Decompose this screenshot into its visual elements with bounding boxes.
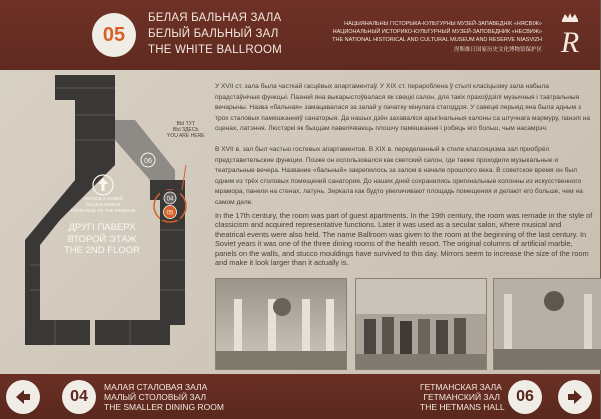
svg-text:R: R (560, 26, 580, 59)
you-are-here-label: ВЫ ТУТ ВЫ ЗДЕСЬ YOU ARE HERE (167, 121, 205, 139)
prev-room-label[interactable] (104, 382, 224, 412)
museum-name-en: THE NATIONAL HISTORICAL AND CULTURAL MUSEUM AND RESERVE NIASVIZH (332, 37, 542, 43)
plan-route-corridor (115, 120, 175, 180)
next-room-badge[interactable] (508, 380, 542, 414)
crown-logo-icon (548, 10, 592, 60)
floor-label-ru: ВТОРОЙ ЭТАЖ (67, 233, 137, 245)
next-room-en: THE HETMANS HALL (420, 402, 505, 412)
arrow-left-icon[interactable] (6, 380, 40, 414)
description-ru: В XVII в. зал был частью гостевых апартаментов. В XIX в. переделанный в стиле классицизма зал приобрёл представительские функции. Позже он использовался как светский салон, где также проходили музыкальные и театральные вечера. Название «бальный» закрепилось за залом в начале прошлого века. В советское время он был одним из трёх столовых помещений санатория. До наших дней сохранились оригинальные колонны из искусственного мрамора, панели на стенах, латунь. Зеркала как будто увеличивают площадь помещения и делают его больше, чем на самом деле. (215, 146, 583, 206)
museum-name-cn: 涅斯维日国家历史文化博物馆保护区 (453, 47, 542, 53)
floor-label-en: THE 2ND FLOOR (63, 245, 140, 256)
prev-room-ru: МАЛЫЙ СТОЛОВЫЙ ЗАЛ (104, 392, 207, 402)
prev-room-be: МАЛАЯ СТАЛОВАЯ ЗАЛА (104, 382, 208, 392)
header-bar (0, 0, 600, 70)
archive-photo-2 (355, 278, 487, 370)
next-room-number: 06 (516, 388, 534, 405)
title-ru: БЕЛЫЙ БАЛЬНЫЙ ЗАЛ (148, 28, 279, 40)
svg-text:05: 05 (166, 210, 174, 217)
description-en: In the 17th century, the room was part of guest apartments. In the 19th century, the room was remade in the style of classicism and acquired representative functions. Later it was used as a secular salon, where musical and theatrical events were also held. The name Ballroom was given to the room at the beginning of the last century. In Soviet years it was one of the three dining rooms of the health resort. The original columns of artificial marble, panels on the walls, and stucco mouldings have survived to this day. Mirrors seem to increase the size of the room and make it look larger than it actually is. (215, 211, 593, 268)
description-be: У XVII ст. зала была часткай гасцёвых апартаментаў. У XIX ст. перароблена ў стылі класіцызму зала набыла прадстаўнічыя функцыі. Пазней яна выкарыстоўвалася як свецкі салон, для такіх прахоўдзілі музычныя і тэатральныя вечарыны. Назва «бальная» замацавалася за залай у пачатку мінулага стагоддзя. У савецкі перыяд яна была адным з трох сталовых памяшканняў санаторыя. Да нашых дзён захаваліся арыгінальныя калоны са штучнага мармуру, панэлі на сценах, латэння. Люстэркі як быццам павелічваюць плошчу памяшкання і робяць яго больш, чым насамрэч. (215, 83, 591, 133)
museum-name-ru: НАЦИОНАЛЬНЫЙ ИСТОРИКО-КУЛЬТУРНЫЙ МУЗЕЙ-ЗАПОВЕДНИК «НЕСВИЖ» (332, 29, 542, 35)
entrance-label: УВАХОД У МУЗЕЙ ВХОД В МУЗЕЙ ENTRANCE TO THE MUSEUM (70, 196, 136, 213)
svg-text:06: 06 (144, 158, 152, 165)
prev-room-badge[interactable] (62, 380, 96, 414)
prev-room-en: THE SMALLER DINING ROOM (104, 402, 224, 412)
floor-label (52, 222, 152, 257)
next-room-be: ГЕТМАНСКАЯ ЗАЛА (420, 382, 502, 392)
svg-text:04: 04 (166, 196, 174, 203)
arrow-right-icon[interactable] (558, 380, 592, 414)
title-en: THE WHITE BALLROOM (148, 44, 282, 56)
floor-label-be: ДРУГІ ПАВЕРХ (68, 222, 136, 233)
next-room-ru: ГЕТМАНСКИЙ ЗАЛ (423, 392, 500, 402)
footer-bar (0, 374, 600, 419)
room-number: 05 (102, 23, 126, 46)
museum-name-be: НАЦЫЯНАЛЬНЫ ГІСТОРЫКА-КУЛЬТУРНЫ МУЗЕЙ-ЗАПАВЕДНІК «НЯСВІЖ» (344, 21, 542, 27)
next-room-label[interactable] (420, 382, 505, 412)
prev-room-number: 04 (70, 388, 88, 405)
archive-photo-3 (493, 278, 601, 370)
title-be: БЕЛАЯ БАЛЬНАЯ ЗАЛА (148, 12, 282, 24)
room-number-badge (92, 13, 136, 57)
archive-photo-1 (215, 278, 347, 370)
